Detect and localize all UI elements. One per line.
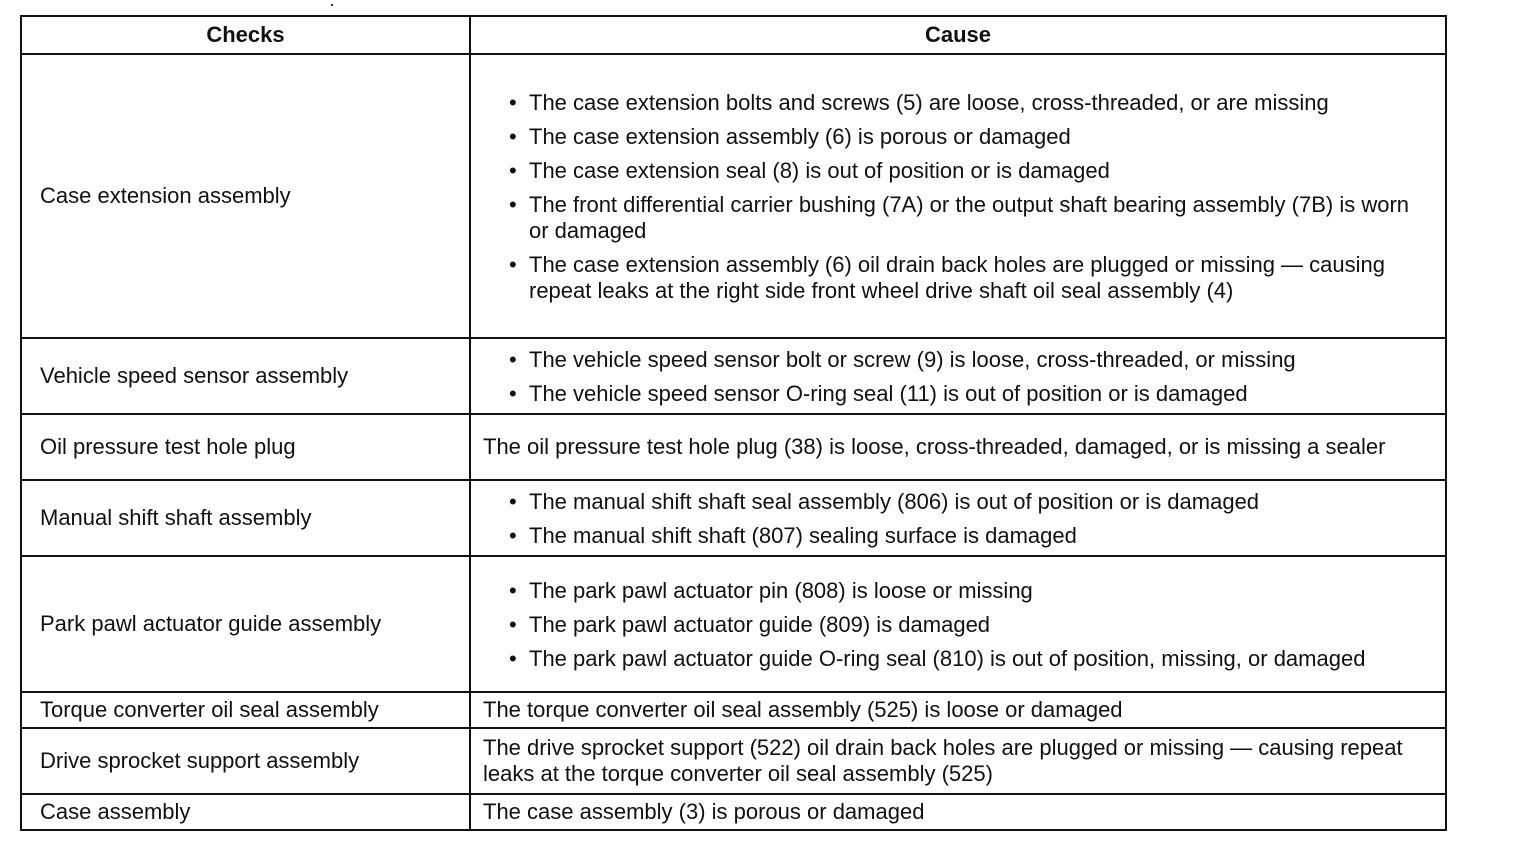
bullet-icon: • bbox=[509, 578, 517, 603]
list-item bbox=[483, 578, 1431, 604]
cause-cell bbox=[470, 338, 1446, 414]
cause-list bbox=[483, 347, 1431, 407]
cause-cell bbox=[470, 692, 1446, 728]
header-checks: Checks bbox=[21, 16, 470, 54]
list-item bbox=[483, 381, 1431, 407]
cause-text: The case extension seal (8) is out of position or is damaged bbox=[529, 158, 1110, 183]
cause-cell bbox=[470, 414, 1446, 480]
cause-text: The torque converter oil seal assembly (525) is loose or damaged bbox=[483, 697, 1123, 722]
bullet-icon: • bbox=[509, 347, 517, 372]
list-item bbox=[483, 192, 1431, 244]
cause-list bbox=[483, 489, 1431, 549]
bullet-icon: • bbox=[509, 523, 517, 548]
check-cell: Case assembly bbox=[21, 794, 470, 830]
cause-text: The oil pressure test hole plug (38) is loose, cross-threaded, damaged, or is missing a sealer bbox=[483, 434, 1386, 459]
check-cell: Oil pressure test hole plug bbox=[21, 414, 470, 480]
bullet-icon: • bbox=[509, 612, 517, 637]
stray-mark bbox=[331, 4, 333, 6]
bullet-icon: • bbox=[509, 489, 517, 514]
cause-text: The case extension assembly (6) oil drain back holes are plugged or missing — causing repeat leaks at the right side front wheel drive shaft oil seal assembly (4) bbox=[529, 252, 1385, 303]
check-cell: Torque converter oil seal assembly bbox=[21, 692, 470, 728]
bullet-icon: • bbox=[509, 90, 517, 115]
cause-list bbox=[483, 578, 1431, 672]
header-row bbox=[21, 16, 1446, 54]
cause-text: The park pawl actuator pin (808) is loose or missing bbox=[529, 578, 1033, 603]
cause-cell bbox=[470, 54, 1446, 338]
check-cell: Drive sprocket support assembly bbox=[21, 728, 470, 794]
cause-text: The front differential carrier bushing (7A) or the output shaft bearing assembly (7B) is worn or damaged bbox=[529, 192, 1410, 243]
list-item bbox=[483, 612, 1431, 638]
list-item bbox=[483, 489, 1431, 515]
bullet-icon: • bbox=[509, 646, 517, 671]
list-item bbox=[483, 124, 1431, 150]
bullet-icon: • bbox=[509, 252, 517, 277]
list-item bbox=[483, 347, 1431, 373]
bullet-icon: • bbox=[509, 192, 517, 217]
cause-cell bbox=[470, 480, 1446, 556]
table-row bbox=[21, 338, 1446, 414]
cause-text: The park pawl actuator guide O-ring seal (810) is out of position, missing, or damaged bbox=[529, 646, 1366, 671]
check-cell: Manual shift shaft assembly bbox=[21, 480, 470, 556]
bullet-icon: • bbox=[509, 381, 517, 406]
table-row bbox=[21, 414, 1446, 480]
cause-text: The case assembly (3) is porous or damaged bbox=[483, 799, 925, 824]
header-cause: Cause bbox=[470, 16, 1446, 54]
list-item bbox=[483, 90, 1431, 116]
table-row bbox=[21, 692, 1446, 728]
list-item bbox=[483, 252, 1431, 304]
table-row bbox=[21, 480, 1446, 556]
cause-text: The case extension assembly (6) is porous or damaged bbox=[529, 124, 1071, 149]
cause-cell bbox=[470, 556, 1446, 692]
table-row bbox=[21, 54, 1446, 338]
cause-text: The drive sprocket support (522) oil drain back holes are plugged or missing — causing repeat leaks at the torque converter oil seal assembly (525) bbox=[483, 735, 1403, 786]
table-row bbox=[21, 728, 1446, 794]
list-item bbox=[483, 158, 1431, 184]
check-cell: Case extension assembly bbox=[21, 54, 470, 338]
cause-text: The vehicle speed sensor O-ring seal (11) is out of position or is damaged bbox=[529, 381, 1248, 406]
checks-cause-table bbox=[20, 15, 1447, 831]
bullet-icon: • bbox=[509, 158, 517, 183]
list-item bbox=[483, 523, 1431, 549]
cause-cell bbox=[470, 728, 1446, 794]
cause-text: The park pawl actuator guide (809) is damaged bbox=[529, 612, 991, 637]
cause-text: The case extension bolts and screws (5) are loose, cross-threaded, or are missing bbox=[529, 90, 1329, 115]
cause-text: The manual shift shaft seal assembly (806) is out of position or is damaged bbox=[529, 489, 1260, 514]
list-item bbox=[483, 646, 1431, 672]
check-cell: Vehicle speed sensor assembly bbox=[21, 338, 470, 414]
cause-text: The manual shift shaft (807) sealing surface is damaged bbox=[529, 523, 1077, 548]
bullet-icon: • bbox=[509, 124, 517, 149]
cause-text: The vehicle speed sensor bolt or screw (9) is loose, cross-threaded, or missing bbox=[529, 347, 1296, 372]
table-row bbox=[21, 556, 1446, 692]
table-row bbox=[21, 794, 1446, 830]
cause-list bbox=[483, 90, 1431, 304]
cause-cell bbox=[470, 794, 1446, 830]
check-cell: Park pawl actuator guide assembly bbox=[21, 556, 470, 692]
